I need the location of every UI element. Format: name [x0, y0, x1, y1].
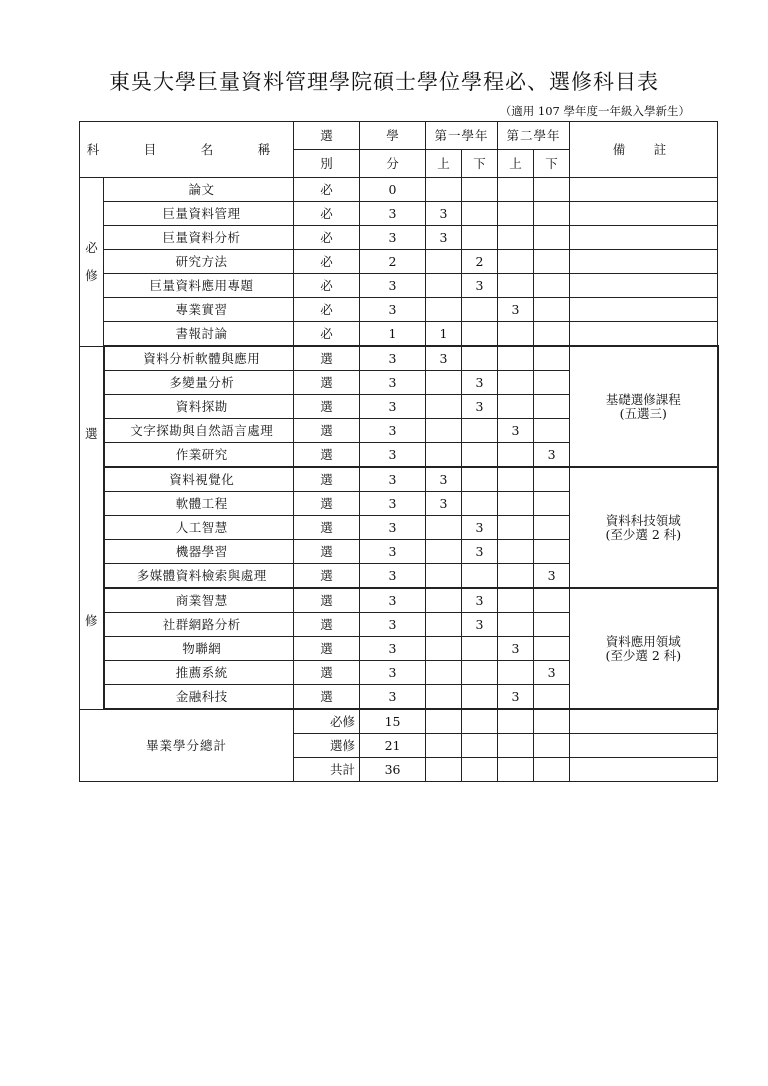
course-remark [570, 250, 718, 274]
semester-credit [498, 371, 534, 395]
semester-credit [426, 178, 462, 202]
semester-credit: 3 [498, 637, 534, 661]
course-credit: 3 [360, 685, 426, 710]
total-empty-cell [462, 709, 498, 734]
header-remark: 備 註 [570, 122, 718, 178]
course-name: 研究方法 [104, 250, 294, 274]
elective-label-char: 修 [84, 613, 98, 628]
semester-credit [534, 250, 570, 274]
semester-credit [498, 540, 534, 564]
course-remark [570, 178, 718, 202]
course-credit: 3 [360, 395, 426, 419]
group-remark-line: 資料科技領域 [605, 512, 681, 528]
semester-credit [498, 274, 534, 298]
semester-credit [498, 226, 534, 250]
semester-credit [534, 298, 570, 322]
semester-credit: 3 [426, 467, 462, 492]
required-course-row [80, 322, 718, 347]
required-course-row [80, 274, 718, 298]
semester-credit [498, 202, 534, 226]
semester-credit [534, 588, 570, 613]
header-year2: 第二學年 [498, 122, 570, 150]
semester-credit [426, 685, 462, 710]
semester-credit [426, 540, 462, 564]
course-credit: 3 [360, 298, 426, 322]
required-label-char: 必 [85, 240, 98, 256]
semester-credit: 3 [426, 226, 462, 250]
course-name: 商業智慧 [104, 588, 294, 613]
total-remark-cell [570, 734, 718, 758]
elective-section-label [80, 346, 104, 709]
semester-credit [534, 322, 570, 347]
header-subject-name: 科 目 名 稱 [80, 122, 294, 178]
course-name: 巨量資料管理 [104, 202, 294, 226]
semester-credit: 3 [426, 346, 462, 371]
course-credit: 3 [360, 274, 426, 298]
total-remark-cell [570, 758, 718, 782]
semester-credit [498, 564, 534, 589]
course-remark [570, 298, 718, 322]
group-remark [570, 467, 718, 588]
total-empty-cell [534, 758, 570, 782]
semester-credit [462, 346, 498, 371]
course-type: 選 [294, 395, 360, 419]
semester-credit [462, 685, 498, 710]
course-type: 選 [294, 371, 360, 395]
semester-credit [426, 443, 462, 468]
semester-credit [426, 274, 462, 298]
semester-credit [462, 322, 498, 347]
total-row-value: 36 [360, 758, 426, 782]
elective-course-row [80, 588, 718, 613]
semester-credit [462, 226, 498, 250]
semester-credit [426, 371, 462, 395]
course-credit: 1 [360, 322, 426, 347]
semester-credit [462, 467, 498, 492]
semester-credit [426, 588, 462, 613]
course-name: 社群網路分析 [104, 613, 294, 637]
semester-credit [426, 516, 462, 540]
course-type: 選 [294, 492, 360, 516]
course-credit: 3 [360, 226, 426, 250]
semester-credit [534, 178, 570, 202]
course-name: 論文 [104, 178, 294, 202]
semester-credit: 3 [462, 371, 498, 395]
group-remark [570, 588, 718, 709]
header-year1: 第一學年 [426, 122, 498, 150]
semester-credit [534, 371, 570, 395]
applicability-note: （適用 107 學年度一年級入學新生） [499, 104, 690, 118]
semester-credit [462, 637, 498, 661]
semester-credit [426, 637, 462, 661]
semester-credit [498, 250, 534, 274]
header-year2-up: 上 [498, 150, 534, 178]
semester-credit [462, 419, 498, 443]
course-remark [570, 202, 718, 226]
semester-credit: 3 [534, 661, 570, 685]
total-row-label: 共計 [294, 758, 360, 782]
total-empty-cell [498, 758, 534, 782]
total-empty-cell [426, 734, 462, 758]
course-remark [570, 226, 718, 250]
group-remark [570, 346, 718, 467]
course-name: 物聯網 [104, 637, 294, 661]
semester-credit: 3 [462, 588, 498, 613]
semester-credit [498, 613, 534, 637]
course-name: 機器學習 [104, 540, 294, 564]
semester-credit: 3 [498, 685, 534, 710]
semester-credit: 3 [498, 419, 534, 443]
semester-credit: 1 [426, 322, 462, 347]
semester-credit [462, 202, 498, 226]
elective-label-wrap [80, 425, 103, 628]
required-label-char: 修 [85, 267, 98, 283]
required-course-row [80, 250, 718, 274]
semester-credit [534, 346, 570, 371]
course-type: 選 [294, 540, 360, 564]
semester-credit [534, 516, 570, 540]
course-type: 選 [294, 661, 360, 685]
group-remark-line: 基礎選修課程 [605, 391, 681, 407]
total-empty-cell [426, 709, 462, 734]
course-type: 必 [294, 250, 360, 274]
semester-credit [534, 685, 570, 710]
course-credit: 3 [360, 419, 426, 443]
course-credit: 3 [360, 661, 426, 685]
semester-credit [498, 492, 534, 516]
course-credit: 0 [360, 178, 426, 202]
total-row-value: 21 [360, 734, 426, 758]
semester-credit [462, 443, 498, 468]
semester-credit [498, 588, 534, 613]
course-type: 選 [294, 564, 360, 589]
course-name: 推薦系統 [104, 661, 294, 685]
course-credit: 3 [360, 202, 426, 226]
course-credit: 3 [360, 371, 426, 395]
course-credit: 3 [360, 540, 426, 564]
semester-credit [426, 661, 462, 685]
group-remark-line: (五選三) [619, 405, 667, 421]
course-credit: 3 [360, 467, 426, 492]
semester-credit: 3 [534, 564, 570, 589]
total-row-label: 選修 [294, 734, 360, 758]
semester-credit: 3 [534, 443, 570, 468]
course-name: 書報討論 [104, 322, 294, 347]
semester-credit: 3 [462, 274, 498, 298]
required-course-row [80, 202, 718, 226]
header-year2-down: 下 [534, 150, 570, 178]
course-credit: 3 [360, 564, 426, 589]
header-year1-up: 上 [426, 150, 462, 178]
required-section-label [80, 178, 104, 347]
course-type: 選 [294, 467, 360, 492]
semester-credit [498, 516, 534, 540]
group-remark-line: (至少選 2 科) [605, 647, 682, 663]
course-name: 多媒體資料檢索與處理 [104, 564, 294, 589]
semester-credit [498, 178, 534, 202]
total-empty-cell [534, 709, 570, 734]
semester-credit [498, 467, 534, 492]
semester-credit: 3 [462, 395, 498, 419]
header-year1-down: 下 [462, 150, 498, 178]
semester-credit [534, 540, 570, 564]
course-remark [570, 274, 718, 298]
semester-credit [534, 613, 570, 637]
total-empty-cell [426, 758, 462, 782]
course-type: 選 [294, 346, 360, 371]
header-type-top: 選 [294, 122, 360, 150]
elective-course-row [80, 467, 718, 492]
semester-credit [462, 298, 498, 322]
semester-credit: 3 [498, 298, 534, 322]
semester-credit [426, 250, 462, 274]
semester-credit [534, 226, 570, 250]
semester-credit [426, 395, 462, 419]
semester-credit [534, 274, 570, 298]
course-type: 必 [294, 274, 360, 298]
total-label: 畢業學分總計 [80, 709, 294, 782]
course-type: 必 [294, 322, 360, 347]
course-name: 資料探勘 [104, 395, 294, 419]
required-course-row [80, 226, 718, 250]
total-empty-cell [462, 758, 498, 782]
semester-credit [462, 492, 498, 516]
semester-credit [498, 443, 534, 468]
course-name: 專業實習 [104, 298, 294, 322]
semester-credit: 3 [462, 613, 498, 637]
course-type: 選 [294, 588, 360, 613]
course-name: 作業研究 [104, 443, 294, 468]
course-type: 選 [294, 516, 360, 540]
total-row [80, 709, 718, 734]
course-credit: 3 [360, 613, 426, 637]
semester-credit: 2 [462, 250, 498, 274]
course-type: 選 [294, 419, 360, 443]
required-course-row [80, 178, 718, 202]
semester-credit [426, 419, 462, 443]
course-name: 巨量資料應用專題 [104, 274, 294, 298]
course-table [79, 121, 719, 782]
semester-credit [462, 564, 498, 589]
header-credit-top: 學 [360, 122, 426, 150]
course-credit: 3 [360, 492, 426, 516]
course-credit: 3 [360, 443, 426, 468]
course-type: 選 [294, 637, 360, 661]
course-name: 金融科技 [104, 685, 294, 710]
semester-credit [534, 467, 570, 492]
course-name: 資料分析軟體與應用 [104, 346, 294, 371]
semester-credit [534, 492, 570, 516]
semester-credit [534, 202, 570, 226]
course-credit: 3 [360, 516, 426, 540]
total-row-value: 15 [360, 709, 426, 734]
semester-credit: 3 [462, 516, 498, 540]
required-course-row [80, 298, 718, 322]
semester-credit [498, 346, 534, 371]
header-row-1 [80, 122, 718, 150]
semester-credit [534, 637, 570, 661]
course-type: 必 [294, 298, 360, 322]
course-credit: 3 [360, 588, 426, 613]
course-type: 選 [294, 613, 360, 637]
semester-credit [426, 564, 462, 589]
course-remark [570, 322, 718, 347]
course-type: 選 [294, 443, 360, 468]
semester-credit [462, 661, 498, 685]
total-empty-cell [498, 734, 534, 758]
course-name: 多變量分析 [104, 371, 294, 395]
total-empty-cell [462, 734, 498, 758]
elective-course-row [80, 346, 718, 371]
semester-credit [462, 178, 498, 202]
semester-credit [534, 419, 570, 443]
semester-credit [498, 395, 534, 419]
page-title: 東吳大學巨量資料管理學院碩士學位學程必、選修科目表 [109, 70, 659, 94]
semester-credit [498, 322, 534, 347]
header-credit-bottom: 分 [360, 150, 426, 178]
semester-credit [426, 298, 462, 322]
course-name: 人工智慧 [104, 516, 294, 540]
total-row-label: 必修 [294, 709, 360, 734]
course-name: 文字探勘與自然語言處理 [104, 419, 294, 443]
course-type: 必 [294, 178, 360, 202]
group-remark-line: (至少選 2 科) [605, 526, 682, 542]
semester-credit [426, 613, 462, 637]
course-credit: 2 [360, 250, 426, 274]
course-type: 必 [294, 202, 360, 226]
header-type-bottom: 別 [294, 150, 360, 178]
course-type: 選 [294, 685, 360, 710]
course-credit: 3 [360, 637, 426, 661]
semester-credit: 3 [426, 202, 462, 226]
course-type: 必 [294, 226, 360, 250]
course-credit: 3 [360, 346, 426, 371]
total-remark-cell [570, 709, 718, 734]
course-name: 軟體工程 [104, 492, 294, 516]
course-name: 巨量資料分析 [104, 226, 294, 250]
elective-label-char: 選 [84, 425, 98, 441]
group-remark-line: 資料應用領域 [605, 633, 681, 649]
total-empty-cell [498, 709, 534, 734]
semester-credit: 3 [426, 492, 462, 516]
semester-credit: 3 [462, 540, 498, 564]
course-name: 資料視覺化 [104, 467, 294, 492]
total-empty-cell [534, 734, 570, 758]
semester-credit [498, 661, 534, 685]
semester-credit [534, 395, 570, 419]
